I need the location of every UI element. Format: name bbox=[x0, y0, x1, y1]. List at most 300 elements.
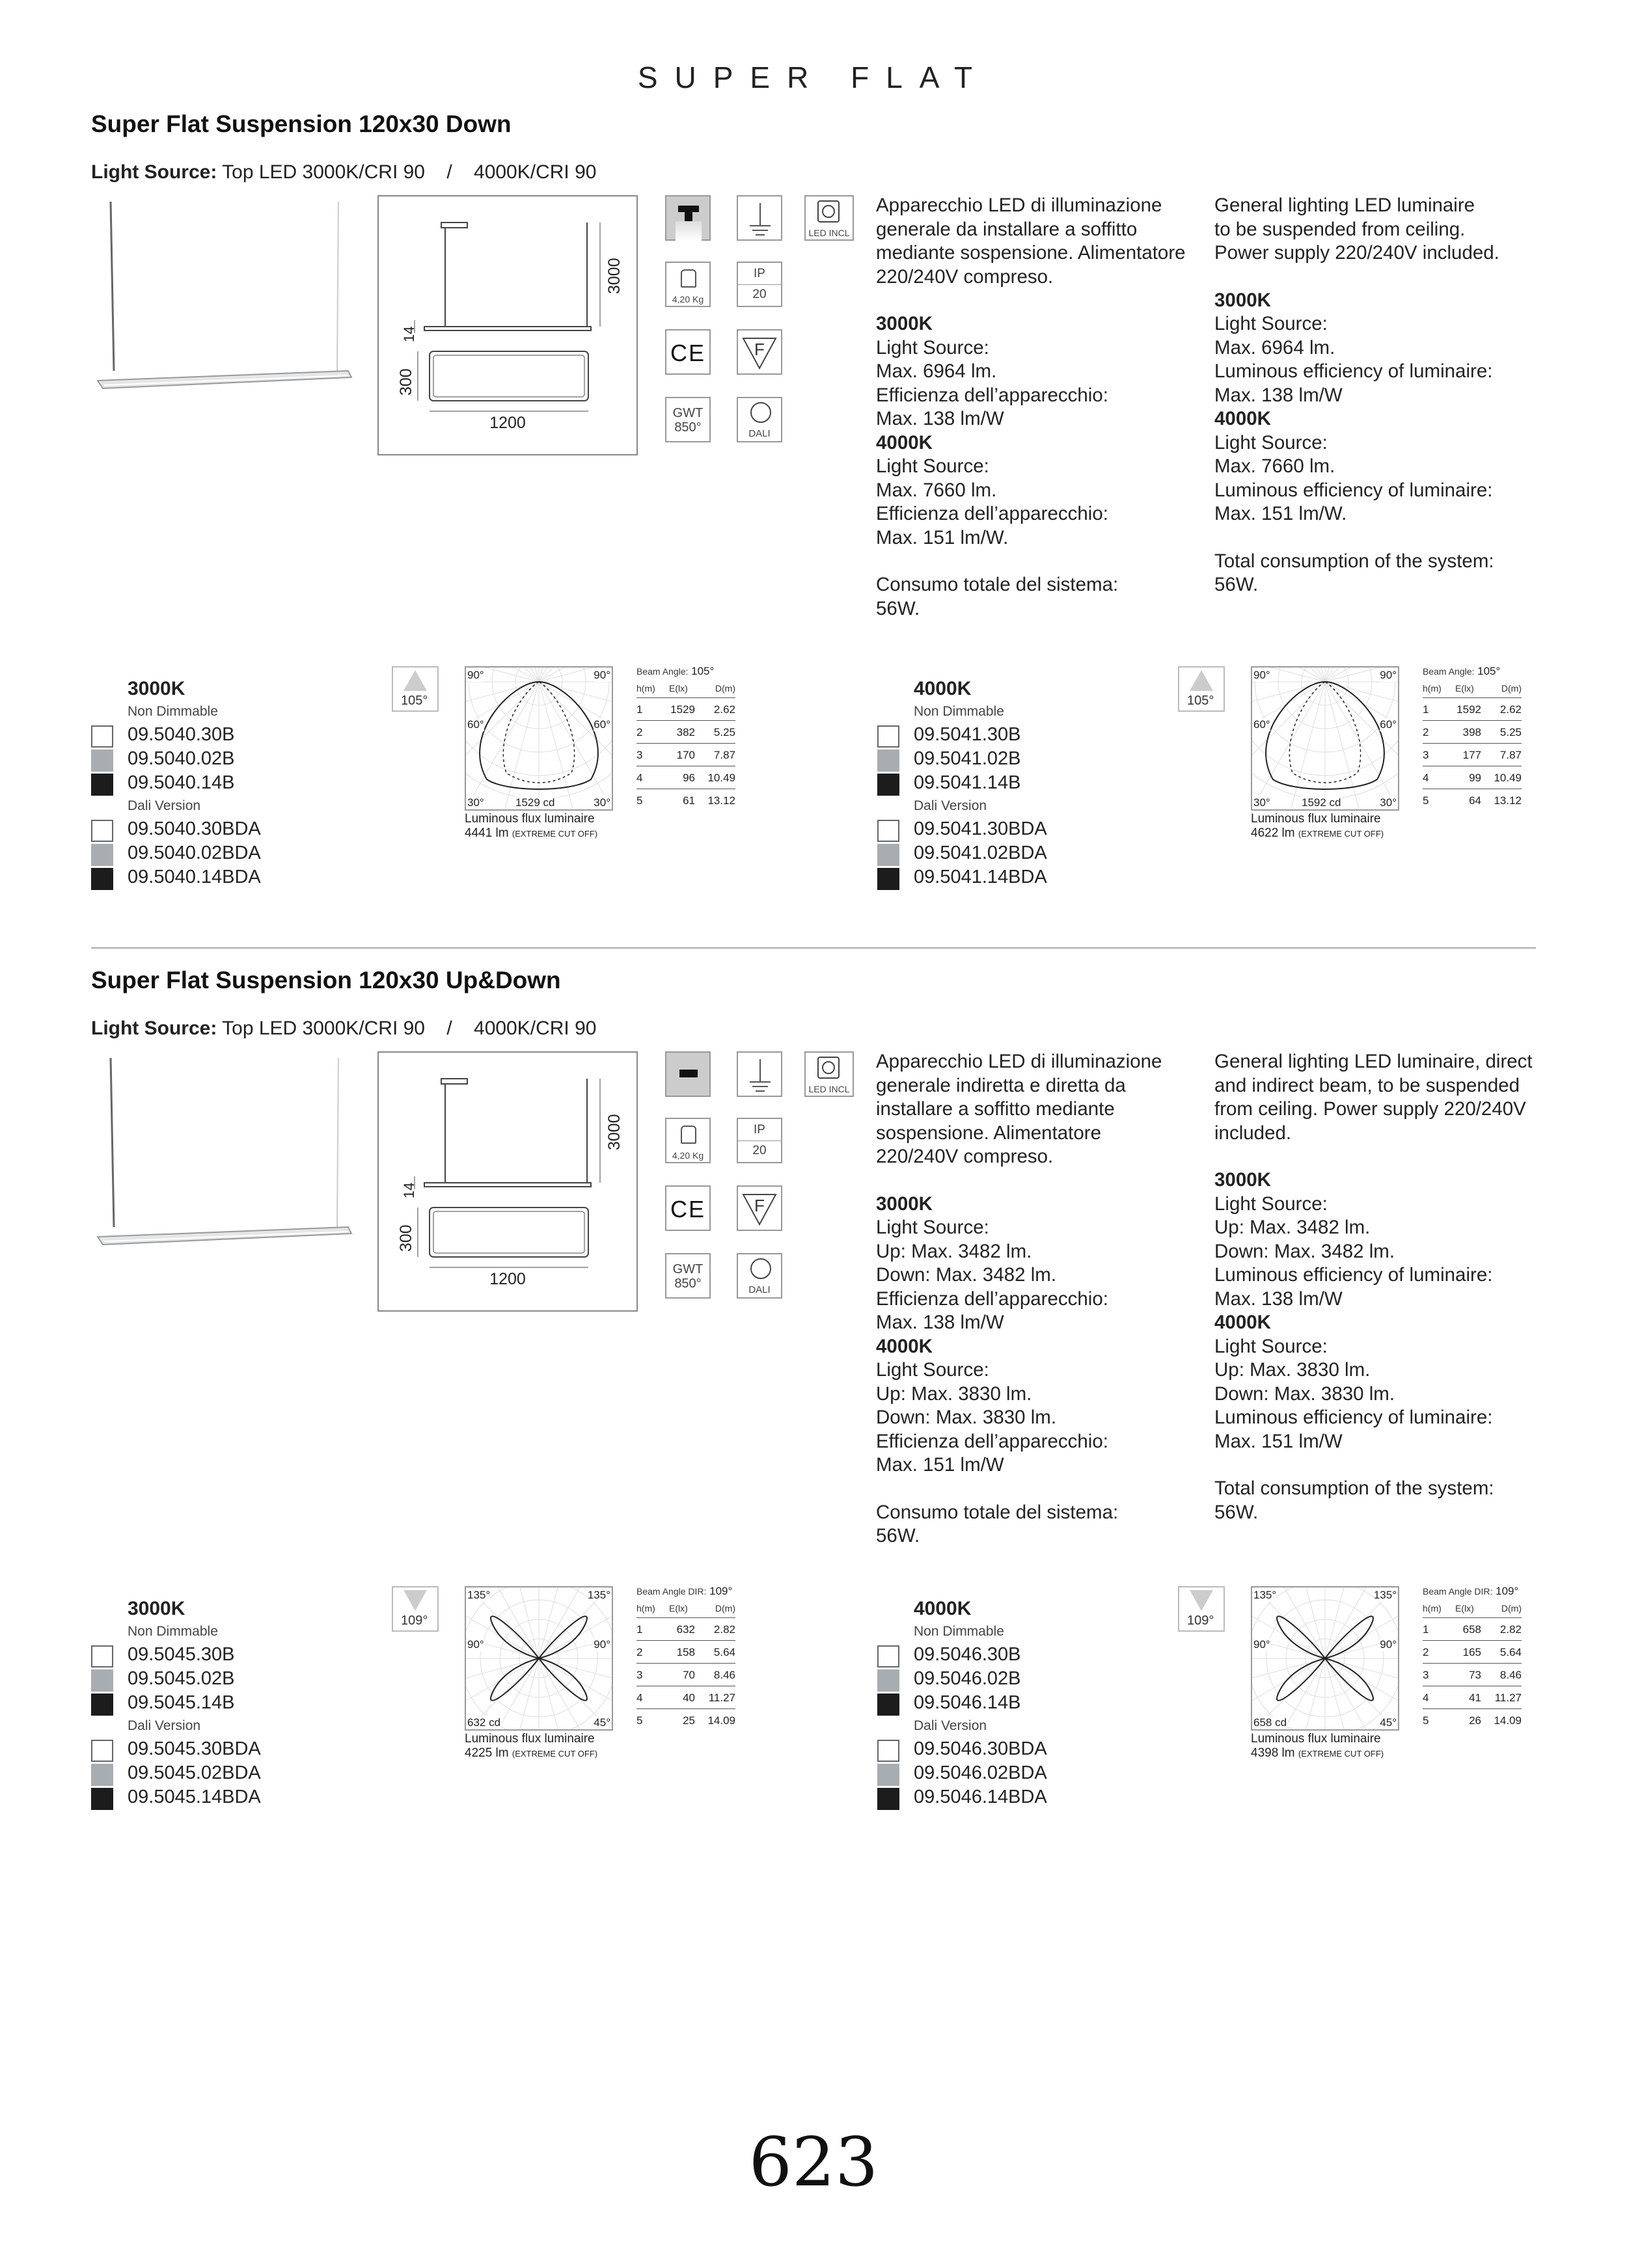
table-cell: 41 bbox=[1469, 1692, 1481, 1704]
table-cell: 658 bbox=[1462, 1623, 1481, 1636]
led-included-label: LED INCL bbox=[808, 228, 850, 238]
finish-swatch bbox=[91, 1669, 113, 1692]
led-included-icon bbox=[804, 1051, 854, 1097]
finish-swatch bbox=[877, 1669, 899, 1692]
temp-3000k-heading: 3000K bbox=[1214, 289, 1271, 311]
f-mark: F bbox=[754, 1196, 765, 1215]
beam-angle-row bbox=[636, 665, 735, 678]
table-row bbox=[1423, 1709, 1522, 1731]
flux-line bbox=[465, 826, 597, 841]
finish-swatch bbox=[91, 749, 113, 772]
flux-note: (EXTREME CUT OFF) bbox=[1298, 1749, 1384, 1759]
description-line: mediante sospensione. Alimentatore bbox=[876, 242, 1186, 263]
finish-swatch bbox=[877, 1645, 899, 1667]
beam-angle-value: 109° bbox=[1496, 1585, 1519, 1597]
spec-4000k-line: Efficienza dell’apparecchio: bbox=[876, 503, 1108, 524]
article-codes bbox=[877, 1597, 1190, 1809]
dali-version-label: Dali Version bbox=[914, 798, 987, 813]
description-line: installare a soffitto mediante bbox=[876, 1098, 1115, 1120]
table-cell: 5.25 bbox=[713, 726, 735, 738]
article-code: 09.5046.30B bbox=[914, 1644, 1021, 1665]
table-cell: 2.82 bbox=[1499, 1623, 1522, 1636]
spec-3000k-line: Efficienza dell’apparecchio: bbox=[876, 384, 1108, 406]
page-number: 623 bbox=[748, 2122, 879, 2202]
table-cell: 158 bbox=[676, 1646, 695, 1658]
table-cell: 5 bbox=[636, 1714, 643, 1727]
spec-4000k-line: Down: Max. 3830 lm. bbox=[876, 1407, 1057, 1428]
flux-value: 4398 lm bbox=[1251, 1746, 1295, 1760]
gwt-value: 850° bbox=[674, 420, 702, 435]
polar-label-tl: 90° bbox=[467, 669, 484, 681]
article-code: 09.5045.30BDA bbox=[128, 1738, 261, 1759]
flux-note: (EXTREME CUT OFF) bbox=[1298, 829, 1384, 839]
table-cell: 4 bbox=[1423, 772, 1429, 784]
table-cell: 5 bbox=[1423, 794, 1429, 807]
table-row bbox=[636, 698, 735, 721]
table-cell: 7.87 bbox=[713, 749, 735, 761]
dali-icon bbox=[737, 1253, 782, 1299]
spec-4000k-line: Light Source: bbox=[1214, 431, 1328, 453]
gwt-icon bbox=[665, 1253, 711, 1299]
consumption-line: Total consumption of the system: bbox=[1214, 1478, 1494, 1499]
code-row bbox=[91, 1643, 403, 1667]
finish-swatch bbox=[91, 725, 113, 748]
code-row bbox=[877, 747, 1190, 771]
polar-label-bc: 1592 cd bbox=[1302, 796, 1341, 809]
consumption-line: Consumo totale del sistema: bbox=[876, 574, 1119, 595]
beam-angle-label: 109° bbox=[401, 1613, 428, 1628]
light-source-label: Light Source: bbox=[91, 1018, 217, 1039]
table-cell: 1 bbox=[1423, 703, 1429, 716]
finish-swatch bbox=[91, 820, 113, 842]
table-header-cell: D(m) bbox=[715, 683, 735, 694]
variant-temp: 4000K bbox=[914, 1598, 972, 1619]
flux-value: 4225 lm bbox=[465, 1746, 509, 1760]
table-cell: 13.12 bbox=[1494, 794, 1522, 807]
spacer bbox=[876, 1169, 1162, 1193]
code-row bbox=[877, 1785, 1190, 1809]
table-cell: 40 bbox=[683, 1692, 695, 1704]
table-cell: 26 bbox=[1469, 1714, 1481, 1727]
technical-drawing bbox=[377, 195, 638, 455]
flux-caption bbox=[465, 1732, 597, 1761]
spec-3000k-line: Max. 138 lm/W bbox=[1214, 384, 1343, 406]
gwt-label: GWT bbox=[672, 406, 704, 420]
article-code: 09.5040.14B bbox=[128, 772, 235, 793]
finish-swatch bbox=[91, 1694, 113, 1716]
flux-line bbox=[1251, 1746, 1384, 1761]
dali-label: DALI bbox=[748, 428, 771, 439]
polar-label-bl: 30° bbox=[1253, 796, 1270, 809]
finish-swatch bbox=[91, 1764, 113, 1786]
article-code: 09.5046.02BDA bbox=[914, 1762, 1047, 1783]
italian-description bbox=[876, 1050, 1162, 1548]
table-cell: 5 bbox=[636, 794, 643, 807]
spacer bbox=[876, 1478, 1162, 1501]
flux-line bbox=[1251, 826, 1384, 841]
flux-value: 4622 lm bbox=[1251, 826, 1295, 840]
article-code: 09.5040.30BDA bbox=[128, 818, 261, 839]
finish-swatch bbox=[877, 1694, 899, 1716]
table-header-cell: E(lx) bbox=[669, 683, 688, 694]
table-cell: 398 bbox=[1462, 726, 1481, 738]
flux-line bbox=[465, 1746, 597, 1761]
non-dimmable-label: Non Dimmable bbox=[914, 1624, 1004, 1639]
polar-label-ml: 60° bbox=[1253, 718, 1270, 731]
dim-thickness: 14 bbox=[401, 1182, 417, 1198]
table-header bbox=[636, 1598, 735, 1618]
polar-label-tl: 135° bbox=[467, 1589, 491, 1601]
table-cell: 8.46 bbox=[713, 1669, 735, 1681]
weight-icon bbox=[665, 1118, 711, 1163]
polar-label-tr: 90° bbox=[1380, 669, 1397, 681]
table-row bbox=[1423, 789, 1522, 811]
code-row bbox=[877, 1737, 1190, 1761]
polar-label-br: 30° bbox=[594, 796, 610, 809]
polar-curve bbox=[1252, 1587, 1398, 1729]
variant-temp: 3000K bbox=[128, 678, 185, 699]
table-header bbox=[636, 678, 735, 698]
spec-3000k-line: Light Source: bbox=[1214, 313, 1328, 334]
article-code: 09.5040.30B bbox=[128, 724, 235, 745]
table-header-cell: E(lx) bbox=[669, 1603, 688, 1613]
polar-label-bl: 658 cd bbox=[1253, 1716, 1287, 1729]
beam-angle-row bbox=[1423, 665, 1522, 678]
polar-diagram bbox=[465, 1586, 613, 1731]
polar-label-mr: 60° bbox=[594, 718, 610, 731]
article-codes bbox=[877, 677, 1190, 889]
polar-label-mr: 90° bbox=[1380, 1638, 1397, 1651]
weight-icon bbox=[665, 262, 711, 307]
f-mark-icon bbox=[737, 329, 782, 375]
table-cell: 1 bbox=[1423, 1623, 1429, 1636]
polar-label-ml: 60° bbox=[467, 718, 484, 731]
table-cell: 2 bbox=[636, 1646, 643, 1658]
flux-label: Luminous flux luminaire bbox=[1251, 812, 1381, 826]
non-dimmable-label: Non Dimmable bbox=[128, 1624, 218, 1639]
temp-3000k-heading: 3000K bbox=[1214, 1169, 1271, 1191]
finish-swatch bbox=[91, 844, 113, 866]
illuminance-table bbox=[1423, 1585, 1522, 1731]
spec-4000k-line: Light Source: bbox=[876, 455, 989, 477]
variant-temp: 4000K bbox=[914, 678, 972, 699]
dim-height: 3000 bbox=[605, 1114, 623, 1150]
finish-swatch bbox=[877, 1788, 899, 1810]
table-cell: 3 bbox=[1423, 1669, 1429, 1681]
dim-width: 1200 bbox=[489, 414, 526, 432]
temp-4000k-heading: 4000K bbox=[1214, 1312, 1271, 1333]
spec-4000k-line: Max. 151 lm/W bbox=[1214, 1430, 1343, 1452]
description-line: generale da installare a soffitto bbox=[876, 218, 1138, 240]
dali-icon bbox=[737, 397, 782, 442]
description-line: sospensione. Alimentatore bbox=[876, 1122, 1102, 1144]
ce-mark-icon bbox=[665, 329, 711, 375]
variant-temp: 3000K bbox=[128, 1598, 185, 1619]
table-row bbox=[1423, 1664, 1522, 1686]
polar-label-br: 45° bbox=[594, 1716, 610, 1729]
polar-diagram bbox=[1251, 1586, 1399, 1731]
finish-swatch bbox=[91, 1645, 113, 1667]
polar-label-br: 30° bbox=[1380, 796, 1397, 809]
code-row bbox=[91, 1737, 403, 1761]
table-row bbox=[1423, 744, 1522, 766]
led-included-icon bbox=[804, 195, 854, 241]
code-row bbox=[877, 723, 1190, 747]
finish-swatch bbox=[877, 749, 899, 772]
spacer bbox=[876, 289, 1186, 312]
code-row bbox=[877, 865, 1190, 889]
consumption-line: 56W. bbox=[1214, 574, 1259, 595]
article-codes bbox=[91, 677, 403, 889]
table-row bbox=[636, 789, 735, 811]
ground-icon bbox=[737, 195, 782, 241]
spec-4000k-line: Luminous efficiency of luminaire: bbox=[1214, 479, 1493, 501]
polar-label-ml: 90° bbox=[467, 1638, 484, 1651]
article-code: 09.5046.14B bbox=[914, 1692, 1021, 1713]
table-cell: 170 bbox=[676, 749, 695, 761]
english-description bbox=[1214, 194, 1499, 597]
finish-swatch bbox=[91, 1740, 113, 1762]
polar-curve bbox=[1252, 668, 1398, 809]
article-code: 09.5041.14BDA bbox=[914, 867, 1047, 887]
spec-3000k-line: Luminous efficiency of luminaire: bbox=[1214, 360, 1493, 382]
table-cell: 25 bbox=[683, 1714, 695, 1727]
table-header-cell: E(lx) bbox=[1455, 683, 1474, 694]
temp-4000k-heading: 4000K bbox=[1214, 408, 1271, 429]
description-line: 220/240V compreso. bbox=[876, 265, 1054, 288]
table-cell: 14.09 bbox=[1494, 1714, 1522, 1727]
flux-note: (EXTREME CUT OFF) bbox=[512, 1749, 598, 1759]
table-row bbox=[636, 1709, 735, 1731]
gwt-label: GWT bbox=[672, 1262, 704, 1276]
spec-3000k-line: Max. 6964 lm. bbox=[876, 360, 997, 382]
finish-swatch bbox=[877, 868, 899, 890]
table-cell: 2.62 bbox=[713, 703, 735, 716]
code-row bbox=[91, 1667, 403, 1691]
emission-direction-icon bbox=[665, 195, 711, 241]
table-row bbox=[1423, 721, 1522, 744]
section-title: Super Flat Suspension 120x30 Up&Down bbox=[91, 967, 561, 993]
code-row bbox=[91, 1785, 403, 1809]
table-header-cell: h(m) bbox=[1423, 683, 1442, 694]
code-row bbox=[877, 1761, 1190, 1785]
beam-angle-label: 105° bbox=[401, 694, 428, 708]
english-description bbox=[1214, 1050, 1533, 1524]
polar-diagram bbox=[465, 666, 613, 811]
article-code: 09.5041.02BDA bbox=[914, 843, 1047, 863]
polar-label-tl: 135° bbox=[1253, 1589, 1277, 1601]
table-cell: 73 bbox=[1469, 1669, 1481, 1681]
polar-label-tr: 135° bbox=[1373, 1589, 1397, 1601]
article-code: 09.5046.14BDA bbox=[914, 1787, 1047, 1807]
flux-label: Luminous flux luminaire bbox=[465, 1732, 595, 1746]
spec-3000k-line: Up: Max. 3482 lm. bbox=[876, 1240, 1032, 1262]
finish-swatch bbox=[877, 844, 899, 866]
light-source-label: Light Source: bbox=[91, 161, 217, 183]
table-cell: 7.87 bbox=[1499, 749, 1522, 761]
finish-swatch bbox=[877, 820, 899, 842]
flux-value: 4441 lm bbox=[465, 826, 509, 840]
table-row bbox=[636, 1641, 735, 1664]
spec-3000k-line: Efficienza dell’apparecchio: bbox=[876, 1288, 1108, 1310]
dali-version-label: Dali Version bbox=[914, 1718, 987, 1733]
table-row bbox=[1423, 1641, 1522, 1664]
dim-thickness: 14 bbox=[401, 326, 417, 342]
polar-label-mr: 60° bbox=[1380, 718, 1397, 731]
flux-note: (EXTREME CUT OFF) bbox=[512, 829, 598, 839]
dali-version-label: Dali Version bbox=[128, 798, 201, 813]
illuminance-table bbox=[1423, 665, 1522, 811]
code-row bbox=[91, 841, 403, 865]
table-cell: 1592 bbox=[1456, 703, 1481, 716]
dim-depth: 300 bbox=[397, 368, 415, 396]
beam-angle-caption: Beam Angle DIR: bbox=[636, 1586, 707, 1597]
temp-3000k-heading: 3000K bbox=[876, 1193, 933, 1215]
spec-3000k-line: Max. 138 lm/W bbox=[876, 1312, 1004, 1333]
ip-value: 20 bbox=[752, 288, 767, 301]
table-cell: 8.46 bbox=[1499, 1669, 1522, 1681]
description-line: to be suspended from ceiling. bbox=[1214, 218, 1466, 240]
finish-swatch bbox=[91, 774, 113, 796]
table-row bbox=[636, 721, 735, 744]
code-row bbox=[91, 771, 403, 795]
table-row bbox=[1423, 1618, 1522, 1641]
polar-label-bl: 30° bbox=[467, 796, 484, 809]
description-line: and indirect beam, to be suspended bbox=[1214, 1074, 1520, 1096]
table-cell: 4 bbox=[636, 1692, 643, 1704]
table-cell: 96 bbox=[683, 772, 695, 784]
polar-label-ml: 90° bbox=[1253, 1638, 1270, 1651]
table-cell: 2 bbox=[1423, 1646, 1429, 1658]
table-cell: 70 bbox=[683, 1669, 695, 1681]
article-code: 09.5045.30B bbox=[128, 1644, 235, 1665]
spacer bbox=[1214, 1145, 1533, 1168]
spec-4000k-line: Max. 151 lm/W bbox=[876, 1454, 1004, 1476]
table-cell: 165 bbox=[1462, 1646, 1481, 1658]
table-header-cell: h(m) bbox=[636, 1603, 655, 1613]
table-row bbox=[1423, 766, 1522, 789]
code-row bbox=[877, 1691, 1190, 1715]
table-header-cell: h(m) bbox=[636, 683, 655, 694]
table-header-cell: E(lx) bbox=[1455, 1603, 1474, 1613]
description-line: General lighting LED luminaire, direct bbox=[1214, 1051, 1533, 1072]
spec-3000k-line: Light Source: bbox=[1214, 1193, 1328, 1215]
table-cell: 4 bbox=[636, 772, 643, 784]
table-cell: 177 bbox=[1462, 749, 1481, 761]
article-code: 09.5045.02BDA bbox=[128, 1762, 261, 1783]
flux-caption bbox=[465, 812, 597, 841]
section-title: Super Flat Suspension 120x30 Down bbox=[91, 111, 512, 137]
gwt-icon bbox=[665, 397, 711, 442]
table-header-cell: D(m) bbox=[715, 1603, 735, 1613]
article-code: 09.5040.14BDA bbox=[128, 867, 261, 887]
table-cell: 1 bbox=[636, 1623, 643, 1636]
polar-label-tl: 90° bbox=[1253, 669, 1270, 681]
product-photo bbox=[91, 1051, 364, 1266]
beam-angle-value: 105° bbox=[691, 665, 715, 677]
weight-label: 4,20 Kg bbox=[672, 1150, 704, 1161]
article-code: 09.5040.02B bbox=[128, 748, 235, 769]
ce-mark: CE bbox=[670, 340, 705, 366]
table-row bbox=[636, 766, 735, 789]
spec-3000k-line: Down: Max. 3482 lm. bbox=[876, 1264, 1057, 1286]
table-cell: 61 bbox=[683, 794, 695, 807]
table-cell: 3 bbox=[636, 749, 643, 761]
polar-label-mr: 90° bbox=[594, 1638, 610, 1651]
spec-3000k-line: Max. 138 lm/W bbox=[1214, 1288, 1343, 1310]
article-code: 09.5045.14B bbox=[128, 1692, 235, 1713]
description-line: Apparecchio LED di illuminazione bbox=[876, 195, 1162, 216]
product-photo bbox=[91, 195, 364, 410]
table-cell: 5 bbox=[1423, 1714, 1429, 1727]
ce-mark-icon bbox=[665, 1185, 711, 1231]
spec-4000k-line: Max. 7660 lm. bbox=[876, 479, 997, 501]
polar-diagram bbox=[1251, 666, 1399, 811]
code-row bbox=[91, 1761, 403, 1785]
article-code: 09.5041.02B bbox=[914, 748, 1021, 769]
polar-label-br: 45° bbox=[1380, 1716, 1397, 1729]
code-row bbox=[877, 1643, 1190, 1667]
finish-swatch bbox=[877, 725, 899, 748]
ce-mark: CE bbox=[670, 1196, 705, 1222]
table-row bbox=[1423, 698, 1522, 721]
consumption-line: 56W. bbox=[876, 597, 920, 619]
table-cell: 2 bbox=[636, 726, 643, 738]
table-row bbox=[636, 1686, 735, 1709]
spacer bbox=[1214, 1453, 1533, 1477]
article-code: 09.5046.02B bbox=[914, 1668, 1021, 1689]
finish-swatch bbox=[877, 774, 899, 796]
code-row bbox=[91, 747, 403, 771]
beam-angle-row bbox=[1423, 1585, 1522, 1598]
table-cell: 13.12 bbox=[707, 794, 735, 807]
dim-depth: 300 bbox=[397, 1224, 415, 1252]
polar-label-tr: 135° bbox=[587, 1589, 610, 1601]
consumption-line: 56W. bbox=[1214, 1501, 1259, 1523]
table-cell: 2.82 bbox=[713, 1623, 735, 1636]
beam-angle-value: 109° bbox=[709, 1585, 733, 1597]
description-line: 220/240V compreso. bbox=[876, 1146, 1054, 1167]
table-row bbox=[1423, 1686, 1522, 1709]
flux-caption bbox=[1251, 812, 1384, 841]
light-source-value: Top LED 3000K/CRI 90 / 4000K/CRI 90 bbox=[222, 161, 597, 183]
finish-swatch bbox=[91, 1788, 113, 1810]
ip-rating-icon bbox=[737, 262, 782, 307]
table-cell: 64 bbox=[1469, 794, 1481, 807]
beam-angle-label: 109° bbox=[1187, 1613, 1214, 1628]
non-dimmable-label: Non Dimmable bbox=[914, 704, 1004, 719]
temp-4000k-heading: 4000K bbox=[876, 431, 933, 453]
gwt-value: 850° bbox=[674, 1276, 702, 1291]
spec-4000k-line: Light Source: bbox=[1214, 1335, 1328, 1357]
beam-angle-value: 105° bbox=[1477, 665, 1501, 677]
consumption-line: 56W. bbox=[876, 1525, 920, 1546]
spec-4000k-line: Efficienza dell’apparecchio: bbox=[876, 1430, 1108, 1452]
table-cell: 382 bbox=[676, 726, 695, 738]
illuminance-table bbox=[636, 1585, 735, 1731]
table-cell: 2.62 bbox=[1499, 703, 1522, 716]
code-row bbox=[91, 865, 403, 889]
polar-label-tr: 90° bbox=[594, 669, 610, 681]
spec-4000k-line: Up: Max. 3830 lm. bbox=[876, 1383, 1032, 1405]
table-cell: 3 bbox=[1423, 749, 1429, 761]
illuminance-table bbox=[636, 665, 735, 811]
spec-3000k-line: Light Source: bbox=[876, 336, 989, 358]
spec-3000k-line: Max. 138 lm/W bbox=[876, 408, 1004, 429]
spec-4000k-line: Max. 7660 lm. bbox=[1214, 455, 1335, 477]
ip-rating-icon bbox=[737, 1118, 782, 1163]
table-cell: 1 bbox=[636, 703, 643, 716]
